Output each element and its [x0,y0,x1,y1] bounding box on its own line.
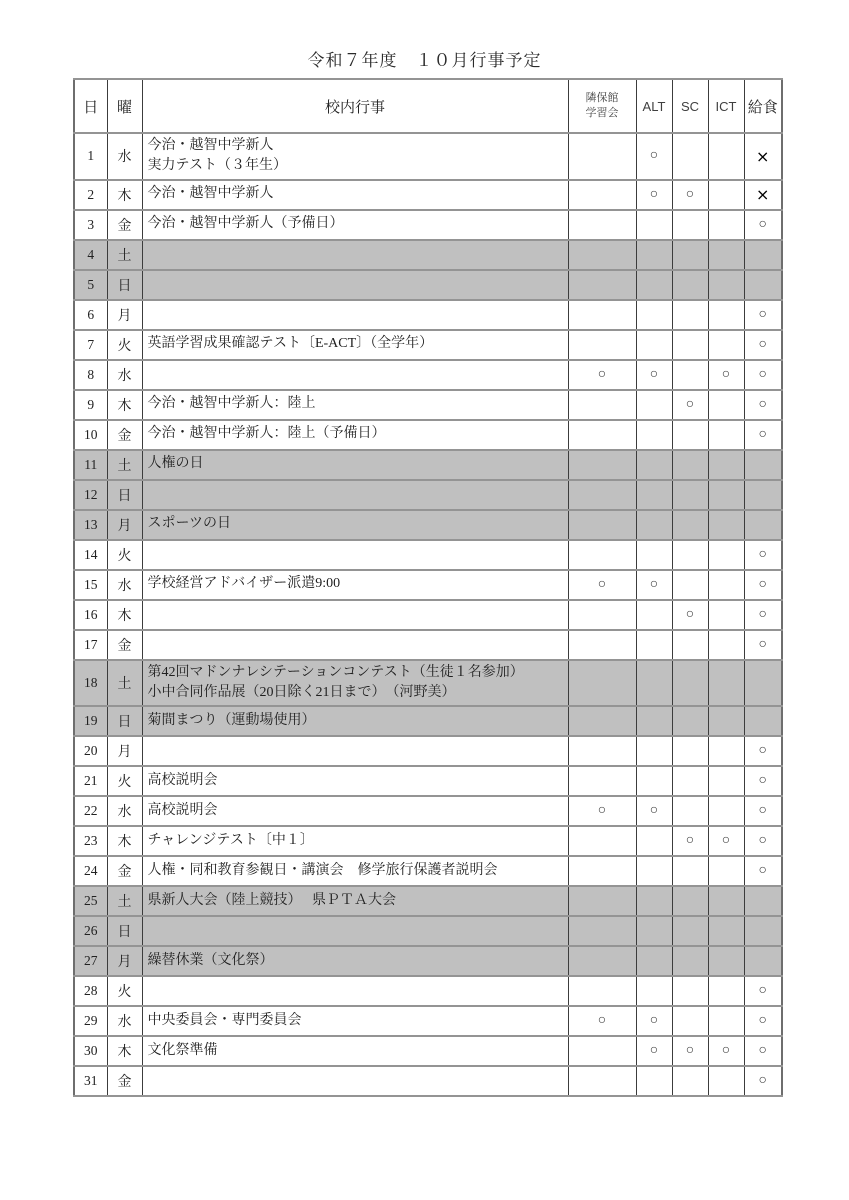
kyushoku-mark-cell: ○ [744,540,782,570]
kyushoku-mark-cell [744,886,782,916]
kyushoku-mark-cell: ○ [744,330,782,360]
kyushoku-mark-cell: ○ [744,630,782,660]
rinpokan-mark-cell [568,630,636,660]
sc-mark-cell [672,946,708,976]
schedule-row-13 [74,510,782,540]
schedule-row-8 [74,360,782,390]
kyushoku-mark-cell: ○ [744,1006,782,1036]
event-cell [142,630,568,660]
alt-mark-cell [636,330,672,360]
ict-mark-cell: ○ [708,826,744,856]
weekday-cell: 日 [107,480,142,510]
sc-mark-cell [672,856,708,886]
alt-mark-cell [636,540,672,570]
sc-mark-cell [672,210,708,240]
event-cell [142,480,568,510]
weekday-cell: 土 [107,240,142,270]
weekday-cell: 火 [107,330,142,360]
weekday-cell: 月 [107,946,142,976]
ict-mark-cell [708,630,744,660]
day-cell: 21 [74,766,107,796]
day-cell: 6 [74,300,107,330]
event-cell: 第42回マドンナレシテーションコンテスト（生徒１名参加） 小中合同作品展（20日除く21日まで） （河野美） [142,660,568,707]
rinpokan-mark-cell [568,390,636,420]
day-cell: 25 [74,886,107,916]
page-title: 令和７年度 １０月行事予定 [307,51,542,70]
day-cell: 1 [74,133,107,180]
alt-mark-cell [636,660,672,707]
alt-mark-cell: ○ [636,1006,672,1036]
ict-mark-cell [708,450,744,480]
rinpokan-mark-cell [568,210,636,240]
weekday-cell: 木 [107,1036,142,1066]
event-cell: 県新人大会（陸上競技） 県ＰＴＡ大会 [142,886,568,916]
sc-mark-cell [672,630,708,660]
alt-mark-cell [636,916,672,946]
alt-mark-cell: ○ [636,1036,672,1066]
schedule-row-27 [74,946,782,976]
event-cell [142,916,568,946]
alt-mark-cell [636,240,672,270]
sc-mark-cell [672,886,708,916]
event-cell: 人権・同和教育参観日・講演会 修学旅行保護者説明会 [142,856,568,886]
rinpokan-mark-cell [568,856,636,886]
weekday-cell: 土 [107,660,142,707]
sc-mark-cell [672,360,708,390]
schedule-row-4 [74,240,782,270]
rinpokan-mark-cell [568,600,636,630]
col-header-ict: ICT [708,79,744,133]
day-cell: 4 [74,240,107,270]
alt-mark-cell: ○ [636,133,672,180]
day-cell: 24 [74,856,107,886]
event-cell: 文化祭準備 [142,1036,568,1066]
ict-mark-cell [708,270,744,300]
alt-mark-cell: ○ [636,796,672,826]
schedule-row-14 [74,540,782,570]
schedule-row-31 [74,1066,782,1096]
day-cell: 23 [74,826,107,856]
weekday-cell: 金 [107,420,142,450]
day-cell: 19 [74,706,107,736]
event-cell [142,300,568,330]
rinpokan-mark-cell [568,736,636,766]
event-cell: 繰替休業（文化祭） [142,946,568,976]
day-cell: 30 [74,1036,107,1066]
alt-mark-cell [636,766,672,796]
ict-mark-cell [708,300,744,330]
alt-mark-cell [636,706,672,736]
weekday-cell: 水 [107,360,142,390]
ict-mark-cell [708,796,744,826]
schedule-row-2 [74,180,782,210]
weekday-cell: 水 [107,570,142,600]
event-cell [142,270,568,300]
event-cell [142,600,568,630]
schedule-row-19 [74,706,782,736]
rinpokan-mark-cell [568,180,636,210]
kyushoku-mark-cell: ○ [744,420,782,450]
weekday-cell: 木 [107,826,142,856]
rinpokan-mark-cell [568,480,636,510]
col-header-rinpokan [568,79,636,133]
rinpokan-mark-cell: ○ [568,1006,636,1036]
day-cell: 27 [74,946,107,976]
sc-mark-cell [672,540,708,570]
kyushoku-mark-cell [744,660,782,707]
ict-mark-cell: ○ [708,360,744,390]
rinpokan-mark-cell [568,1066,636,1096]
ict-mark-cell [708,706,744,736]
event-cell [142,540,568,570]
schedule-row-3 [74,210,782,240]
alt-mark-cell: ○ [636,570,672,600]
ict-mark-cell [708,736,744,766]
sc-mark-cell [672,270,708,300]
sc-mark-cell: ○ [672,1036,708,1066]
weekday-cell: 日 [107,916,142,946]
ict-mark-cell [708,480,744,510]
ict-mark-cell [708,570,744,600]
rinpokan-mark-cell [568,240,636,270]
event-cell: 中央委員会・専門委員会 [142,1006,568,1036]
alt-mark-cell [636,480,672,510]
weekday-cell: 金 [107,210,142,240]
weekday-cell: 木 [107,600,142,630]
day-cell: 16 [74,600,107,630]
rinpokan-mark-cell: ○ [568,570,636,600]
schedule-row-12 [74,480,782,510]
alt-mark-cell [636,826,672,856]
kyushoku-mark-cell: ○ [744,210,782,240]
ict-mark-cell [708,766,744,796]
event-cell: 英語学習成果確認テスト〔E-ACT〕（全学年） [142,330,568,360]
ict-mark-cell [708,976,744,1006]
day-cell: 31 [74,1066,107,1096]
ict-mark-cell [708,510,744,540]
sc-mark-cell [672,420,708,450]
rinpokan-mark-cell [568,916,636,946]
day-cell: 5 [74,270,107,300]
ict-mark-cell [708,916,744,946]
day-cell: 18 [74,660,107,707]
schedule-row-15 [74,570,782,600]
event-cell: 今治・越智中学新人 実力テスト（３年生） [142,133,568,180]
kyushoku-mark-cell: ○ [744,1066,782,1096]
sc-mark-cell [672,510,708,540]
alt-mark-cell [636,946,672,976]
day-cell: 7 [74,330,107,360]
alt-mark-cell: ○ [636,180,672,210]
event-cell [142,976,568,1006]
kyushoku-mark-cell [744,946,782,976]
col-header-alt: ALT [636,79,672,133]
sc-mark-cell [672,240,708,270]
alt-mark-cell [636,600,672,630]
schedule-row-25 [74,886,782,916]
kyushoku-mark-cell [744,510,782,540]
day-cell: 20 [74,736,107,766]
event-cell: 高校説明会 [142,766,568,796]
sc-mark-cell [672,570,708,600]
ict-mark-cell [708,856,744,886]
kyushoku-mark-cell: ○ [744,736,782,766]
sc-mark-cell [672,916,708,946]
weekday-cell: 土 [107,450,142,480]
ict-mark-cell [708,1066,744,1096]
day-cell: 10 [74,420,107,450]
kyushoku-mark-cell: ○ [744,826,782,856]
alt-mark-cell [636,300,672,330]
sc-mark-cell: ○ [672,390,708,420]
weekday-cell: 火 [107,540,142,570]
weekday-cell: 土 [107,886,142,916]
sc-mark-cell [672,330,708,360]
weekday-cell: 木 [107,390,142,420]
alt-mark-cell [636,1066,672,1096]
event-cell [142,1066,568,1096]
schedule-row-21 [74,766,782,796]
day-cell: 28 [74,976,107,1006]
sc-mark-cell: ○ [672,826,708,856]
kyushoku-mark-cell [744,270,782,300]
alt-mark-cell [636,450,672,480]
alt-mark-cell [636,210,672,240]
rinpokan-mark-cell [568,946,636,976]
kyushoku-mark-cell: ○ [744,856,782,886]
col-header-rinpokan-line2: 学習会 [585,107,619,119]
rinpokan-mark-cell [568,300,636,330]
kyushoku-mark-cell: ○ [744,390,782,420]
kyushoku-mark-cell [744,240,782,270]
weekday-cell: 金 [107,1066,142,1096]
event-cell [142,736,568,766]
alt-mark-cell [636,630,672,660]
weekday-cell: 日 [107,270,142,300]
col-header-sc: SC [672,79,708,133]
event-cell: 今治・越智中学新人：陸上（予備日） [142,420,568,450]
event-cell: 今治・越智中学新人 [142,180,568,210]
col-header-event: 校内行事 [142,79,568,133]
kyushoku-mark-cell [744,916,782,946]
schedule-row-18 [74,660,782,707]
schedule-row-22 [74,796,782,826]
col-header-weekday: 曜 [107,79,142,133]
event-cell: 今治・越智中学新人：陸上 [142,390,568,420]
day-cell: 2 [74,180,107,210]
weekday-cell: 火 [107,766,142,796]
rinpokan-mark-cell: ○ [568,796,636,826]
day-cell: 9 [74,390,107,420]
event-cell: 菊間まつり（運動場使用） [142,706,568,736]
day-cell: 11 [74,450,107,480]
event-cell [142,360,568,390]
day-cell: 22 [74,796,107,826]
sc-mark-cell: ○ [672,180,708,210]
alt-mark-cell [636,886,672,916]
ict-mark-cell [708,660,744,707]
day-cell: 26 [74,916,107,946]
sc-mark-cell [672,1006,708,1036]
schedule-table [73,78,783,1097]
day-cell: 3 [74,210,107,240]
rinpokan-mark-cell [568,826,636,856]
weekday-cell: 水 [107,796,142,826]
weekday-cell: 木 [107,180,142,210]
day-cell: 29 [74,1006,107,1036]
sc-mark-cell [672,766,708,796]
col-header-rinpokan-line1: 隣保館 [585,92,619,105]
schedule-row-30 [74,1036,782,1066]
sc-mark-cell [672,1066,708,1096]
alt-mark-cell [636,976,672,1006]
alt-mark-cell: ○ [636,360,672,390]
ict-mark-cell [708,600,744,630]
kyushoku-mark-cell: ○ [744,360,782,390]
schedule-row-11 [74,450,782,480]
rinpokan-mark-cell [568,706,636,736]
ict-mark-cell [708,180,744,210]
weekday-cell: 金 [107,856,142,886]
schedule-row-10 [74,420,782,450]
weekday-cell: 日 [107,706,142,736]
ict-mark-cell [708,420,744,450]
alt-mark-cell [636,420,672,450]
kyushoku-mark-cell [744,480,782,510]
ict-mark-cell [708,390,744,420]
kyushoku-mark-cell: × [744,180,782,210]
event-cell: チャレンジテスト〔中１〕 [142,826,568,856]
weekday-cell: 金 [107,630,142,660]
sc-mark-cell [672,976,708,1006]
schedule-row-28 [74,976,782,1006]
schedule-row-5 [74,270,782,300]
day-cell: 8 [74,360,107,390]
ict-mark-cell: ○ [708,1036,744,1066]
schedule-row-20 [74,736,782,766]
col-header-lunch: 給食 [744,79,782,133]
day-cell: 14 [74,540,107,570]
kyushoku-mark-cell: ○ [744,600,782,630]
kyushoku-mark-cell [744,450,782,480]
kyushoku-mark-cell: ○ [744,570,782,600]
sc-mark-cell [672,796,708,826]
schedule-row-23 [74,826,782,856]
event-cell: 学校経営アドバイザー派遣9:00 [142,570,568,600]
sc-mark-cell [672,480,708,510]
kyushoku-mark-cell: × [744,133,782,180]
kyushoku-mark-cell: ○ [744,766,782,796]
alt-mark-cell [636,736,672,766]
rinpokan-mark-cell [568,270,636,300]
col-header-day: 日 [74,79,107,133]
ict-mark-cell [708,1006,744,1036]
alt-mark-cell [636,856,672,886]
rinpokan-mark-cell [568,1036,636,1066]
event-cell [142,240,568,270]
ict-mark-cell [708,330,744,360]
schedule-row-1 [74,133,782,180]
schedule-row-17 [74,630,782,660]
kyushoku-mark-cell [744,706,782,736]
header-row [74,79,782,133]
schedule-row-9 [74,390,782,420]
event-cell: 今治・越智中学新人（予備日） [142,210,568,240]
ict-mark-cell [708,540,744,570]
ict-mark-cell [708,210,744,240]
schedule-row-26 [74,916,782,946]
ict-mark-cell [708,240,744,270]
weekday-cell: 水 [107,1006,142,1036]
sc-mark-cell: ○ [672,600,708,630]
rinpokan-mark-cell [568,450,636,480]
weekday-cell: 月 [107,736,142,766]
rinpokan-mark-cell [568,420,636,450]
sc-mark-cell [672,133,708,180]
ict-mark-cell [708,886,744,916]
kyushoku-mark-cell: ○ [744,1036,782,1066]
rinpokan-mark-cell [568,886,636,916]
alt-mark-cell [636,270,672,300]
schedule-row-24 [74,856,782,886]
sc-mark-cell [672,706,708,736]
rinpokan-mark-cell [568,976,636,1006]
schedule-row-29 [74,1006,782,1036]
rinpokan-mark-cell [568,510,636,540]
rinpokan-mark-cell [568,330,636,360]
day-cell: 12 [74,480,107,510]
kyushoku-mark-cell: ○ [744,300,782,330]
day-cell: 17 [74,630,107,660]
rinpokan-mark-cell [568,766,636,796]
rinpokan-mark-cell [568,660,636,707]
kyushoku-mark-cell: ○ [744,976,782,1006]
weekday-cell: 水 [107,133,142,180]
alt-mark-cell [636,510,672,540]
sc-mark-cell [672,300,708,330]
schedule-row-16 [74,600,782,630]
schedule-row-6 [74,300,782,330]
event-cell: 高校説明会 [142,796,568,826]
rinpokan-mark-cell [568,540,636,570]
weekday-cell: 月 [107,510,142,540]
event-cell: 人権の日 [142,450,568,480]
rinpokan-mark-cell: ○ [568,360,636,390]
sc-mark-cell [672,450,708,480]
sc-mark-cell [672,660,708,707]
kyushoku-mark-cell: ○ [744,796,782,826]
day-cell: 13 [74,510,107,540]
ict-mark-cell [708,946,744,976]
event-cell: スポーツの日 [142,510,568,540]
ict-mark-cell [708,133,744,180]
weekday-cell: 火 [107,976,142,1006]
schedule-row-7 [74,330,782,360]
alt-mark-cell [636,390,672,420]
rinpokan-mark-cell [568,133,636,180]
day-cell: 15 [74,570,107,600]
weekday-cell: 月 [107,300,142,330]
sc-mark-cell [672,736,708,766]
